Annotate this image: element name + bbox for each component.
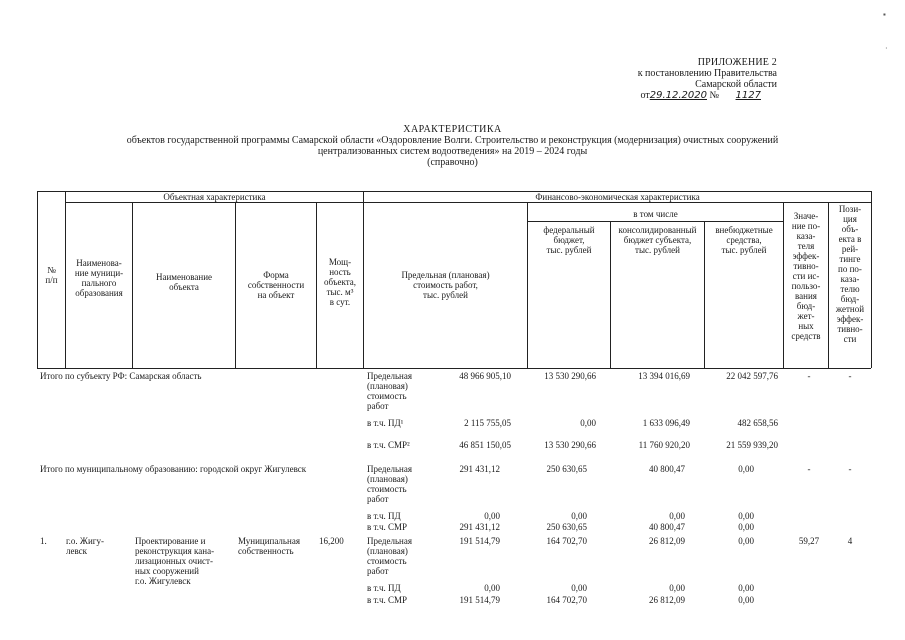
smr-label: в т.ч. СМР² <box>367 440 410 450</box>
header-offbudget: внебюджетные средства, тыс. рублей <box>715 225 773 255</box>
pd-label: в т.ч. ПД <box>367 583 401 593</box>
header-efficiency-value: Значе- ние по- каза- теля эффек- тивно- сти ис- пользо- вания бюд- жет- ных средств <box>791 211 821 341</box>
pd-offbudget: 0,00 <box>738 583 754 593</box>
header-num: № п/п <box>45 265 58 285</box>
rank-value: 4 <box>847 536 853 546</box>
efficiency-value: - <box>807 371 811 381</box>
smr-federal: 250 630,65 <box>546 522 587 532</box>
pd-federal: 0,00 <box>571 511 587 521</box>
item-ownership: Муниципальная собственность <box>238 536 300 556</box>
header-municipality: Наименова- ние муници- пального образования <box>74 258 124 298</box>
appendix-line-region: Самарской области <box>695 79 777 90</box>
title-line-3: (справочно) <box>427 157 478 168</box>
pd-consolidated: 0,00 <box>669 511 685 521</box>
item-object-name: Проектирование и реконструкция кана- лизационных очист- ных сооружений г.о. Жигулевск <box>135 536 215 586</box>
item-municipality: г.о. Жигу- левск <box>66 536 104 556</box>
header-ownership: Форма собственности на объект <box>247 270 305 300</box>
pd-offbudget: 0,00 <box>738 511 754 521</box>
pd-consolidated: 0,00 <box>669 583 685 593</box>
offbudget-value: 0,00 <box>738 536 754 546</box>
row-label: Итого по муниципальному образованию: городской округ Жигулевск <box>40 464 307 474</box>
number-value: 1127 <box>735 90 761 101</box>
efficiency-value: - <box>807 464 811 474</box>
row-label: Итого по субъекту РФ: Самарская область <box>40 371 202 381</box>
smr-cost: 291 431,12 <box>459 522 500 532</box>
title-line-2: централизованных систем водоотведения» на 2019 – 2024 годы <box>317 146 588 157</box>
header-rank: Пози- ция объ- екта в рей- тинге по по- каза- телю бюд- жетной эффек- тивно- сти <box>835 204 865 344</box>
consolidated-value: 40 800,47 <box>649 464 685 474</box>
federal-value: 13 530 290,66 <box>544 371 596 381</box>
header-capacity: Мощ- ность объекта, тыс. м³ в сут. <box>323 257 357 307</box>
smr-offbudget: 0,00 <box>738 595 754 605</box>
header-group-finance: Финансово-экономическая характеристика <box>535 192 700 202</box>
cost-label: Предельная (плановая) стоимость работ <box>367 371 412 411</box>
cost-value: 191 514,79 <box>459 536 500 546</box>
smr-offbudget: 0,00 <box>738 522 754 532</box>
header-federal: федеральный бюджет, тыс. рублей <box>543 225 595 255</box>
smr-cost: 191 514,79 <box>459 595 500 605</box>
smr-offbudget: 21 559 939,20 <box>726 440 778 450</box>
appendix-line-resolution: к постановлению Правительства <box>637 68 777 79</box>
date-prefix: от <box>640 90 650 101</box>
offbudget-value: 22 042 597,76 <box>726 371 778 381</box>
pd-label: в т.ч. ПД <box>367 511 401 521</box>
federal-value: 164 702,70 <box>546 536 587 546</box>
pd-federal: 0,00 <box>580 418 596 428</box>
smr-consolidated: 11 760 920,20 <box>638 440 690 450</box>
cost-label: Предельная (плановая) стоимость работ <box>367 536 412 576</box>
offbudget-value: 0,00 <box>738 464 754 474</box>
pd-federal: 0,00 <box>571 583 587 593</box>
efficiency-value: 59,27 <box>798 536 820 546</box>
pd-consolidated: 1 633 096,49 <box>642 418 690 428</box>
appendix-date-line <box>597 90 777 101</box>
title-heading: ХАРАКТЕРИСТИКА <box>403 124 502 135</box>
header-object-name: Наименование объекта <box>155 272 213 292</box>
item-num: 1. <box>40 536 47 546</box>
scan-speck: ▪ <box>883 10 886 19</box>
item-capacity: 16,200 <box>319 536 344 546</box>
smr-federal: 164 702,70 <box>546 595 587 605</box>
federal-value: 250 630,65 <box>546 464 587 474</box>
cost-label: Предельная (плановая) стоимость работ <box>367 464 412 504</box>
consolidated-value: 26 812,09 <box>649 536 685 546</box>
document-title <box>80 124 825 168</box>
number-prefix: № <box>709 90 720 101</box>
rank-value: - <box>848 464 852 474</box>
smr-label: в т.ч. СМР <box>367 522 408 532</box>
header-group-object: Объектная характеристика <box>163 192 266 202</box>
smr-federal: 13 530 290,66 <box>544 440 596 450</box>
smr-consolidated: 40 800,47 <box>649 522 685 532</box>
rank-value: - <box>848 371 852 381</box>
pd-cost: 0,00 <box>484 583 500 593</box>
consolidated-value: 13 394 016,69 <box>638 371 690 381</box>
date-value: 29.12.2020 <box>649 90 707 101</box>
cost-value: 291 431,12 <box>459 464 500 474</box>
header-consolidated: консолидированный бюджет субъекта, тыс. рублей <box>618 225 697 255</box>
pd-cost: 2 115 755,05 <box>464 418 511 428</box>
smr-consolidated: 26 812,09 <box>649 595 685 605</box>
smr-cost: 46 851 150,05 <box>459 440 511 450</box>
header-including: в том числе <box>633 209 678 219</box>
cost-value: 48 966 905,10 <box>459 371 511 381</box>
scan-speck: · <box>885 44 888 53</box>
appendix-title: ПРИЛОЖЕНИЕ 2 <box>697 57 777 68</box>
header-cost: Предельная (плановая) стоимость работ, тыс. рублей <box>401 270 490 300</box>
pd-label: в т.ч. ПД¹ <box>367 418 404 428</box>
pd-offbudget: 482 658,56 <box>737 418 778 428</box>
pd-cost: 0,00 <box>484 511 500 521</box>
smr-label: в т.ч. СМР <box>367 595 408 605</box>
appendix-block <box>597 57 777 101</box>
title-line-1: объектов государственной программы Самарской области «Оздоровление Волги. Строительство и реконструкция (модернизация) очистных сооружений <box>126 135 779 146</box>
